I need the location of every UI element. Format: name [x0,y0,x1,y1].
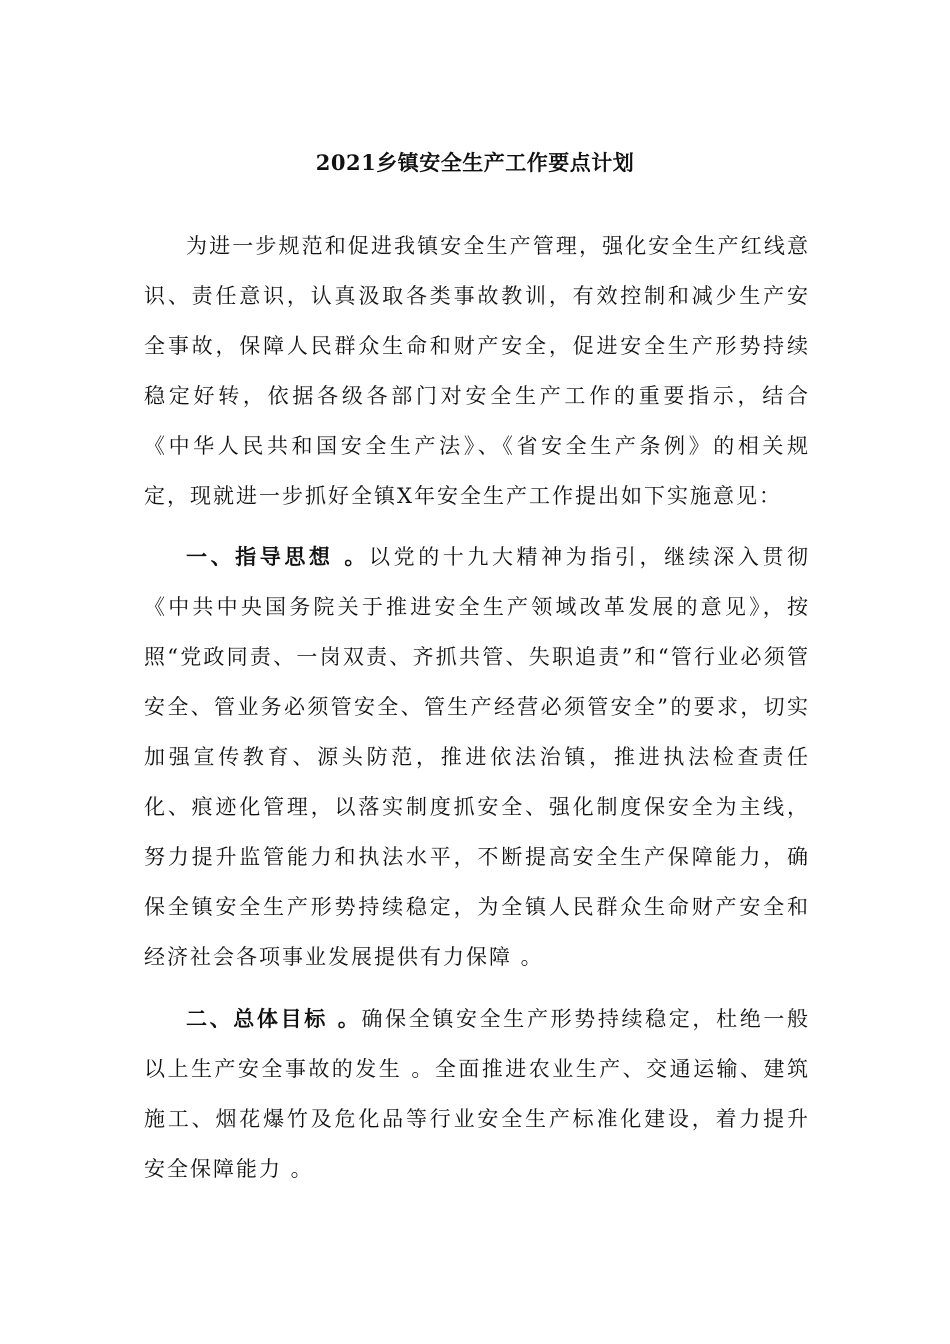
section-overall-goal [144,994,810,1194]
section-body-overall-goal: 确保全镇安全生产形势持续稳定，杜绝一般以上生产安全事故的发生 。全面推进农业生产、交通运输、建筑施工、烟花爆竹及危化品等行业安全生产标准化建设，着力提升安全保障能力 。 [144,1007,811,1181]
document-title: 2021乡镇安全生产工作要点计划 [315,150,635,175]
intro-paragraph: 为进一步规范和促进我镇安全生产管理，强化安全生产红线意识、责任意识，认真汲取各类事故教训，有效控制和减少生产安全事故，保障人民群众生命和财产安全，促进安全生产形势持续稳定好转，依据各级各部门对安全生产工作的重要指示，结合《中华人民共和国安全生产法》、《省安全生产条例》的相关规定，现就进一步抓好全镇X年安全生产工作提出如下实施意见： [144,234,810,508]
section-guiding-ideology [144,532,810,982]
section-heading-guiding-ideology: 一、指导思想 。 [186,544,370,569]
section-body-guiding-ideology: 以党的十九大精神为指引，继续深入贯彻《中共中央国务院关于推进安全生产领域改革发展的意见》，按照“党政同责、一岗双责、齐抓共管、失职追责”和“管行业必须管安全、管业务必须管安全、管生产经营必须管安全”的要求，切实加强宣传教育、源头防范，推进依法治镇，推进执法检查责任化、痕迹化管理，以落实制度抓安全、强化制度保安全为主线，努力提升监管能力和执法水平，不断提高安全生产保障能力，确保全镇安全生产形势持续稳定，为全镇人民群众生命财产安全和经济社会各项事业发展提供有力保障 。 [144,545,811,969]
section-heading-overall-goal: 二、总体目标 。 [186,1006,362,1031]
